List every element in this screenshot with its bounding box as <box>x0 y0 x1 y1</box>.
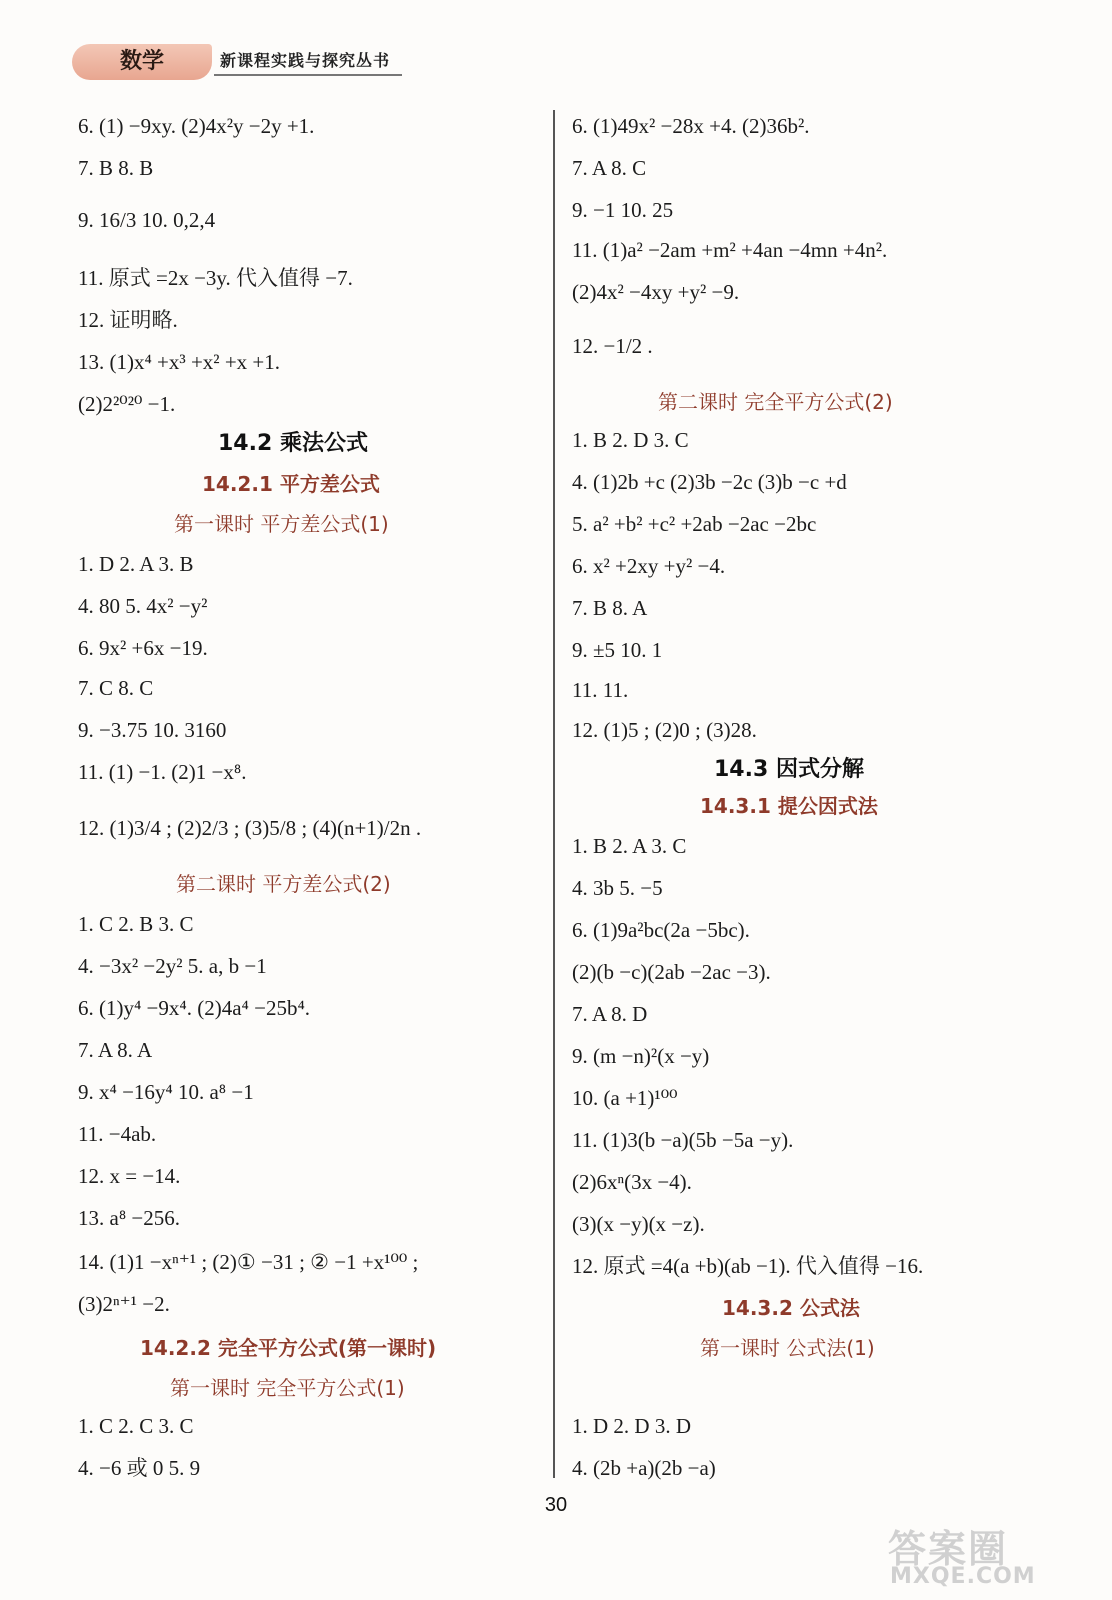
answer-line: 7. A 8. C <box>572 156 647 180</box>
answer-line: 12. x = −14. <box>78 1164 181 1188</box>
watermark-logo <box>888 1518 1088 1592</box>
answer-line: 12. (1)5 ; (2)0 ; (3)28. <box>572 718 757 742</box>
watermark-sub: MXQE.COM <box>890 1564 1036 1589</box>
series-title: 新课程实践与探究丛书 <box>220 51 391 70</box>
answer-line: 6. (1)49x² −28x +4. (2)36b². <box>572 114 810 138</box>
answer-line: 9. −3.75 10. 3160 <box>78 718 227 742</box>
answer-line: 9. 16/3 10. 0,2,4 <box>78 208 216 232</box>
page-header <box>72 44 402 82</box>
answer-line: 4. −3x² −2y² 5. a, b −1 <box>78 954 267 978</box>
section-heading: 14.2 乘法公式 <box>218 431 368 456</box>
section-heading: 14.3.1 提公因式法 <box>700 794 878 818</box>
answer-line: 12. 原式 =4(a +b)(ab −1). 代入值得 −16. <box>572 1254 924 1278</box>
answer-line: 6. (1)9a²bc(2a −5bc). <box>572 918 750 942</box>
answer-line: (2)4x² −4xy +y² −9. <box>572 280 740 304</box>
answer-line: 1. D 2. A 3. B <box>78 552 194 576</box>
answer-line: 14. (1)1 −xⁿ⁺¹ ; (2)① −31 ; ② −1 +x¹⁰⁰ ; <box>78 1250 419 1274</box>
watermark-main: 答案圈 <box>888 1527 1009 1571</box>
answer-line: 1. C 2. B 3. C <box>78 912 194 936</box>
section-heading: 第一课时 完全平方公式(1) <box>170 1376 405 1400</box>
answer-line: 6. (1)y⁴ −9x⁴. (2)4a⁴ −25b⁴. <box>78 996 311 1020</box>
answer-line: 12. 证明略. <box>78 308 178 332</box>
section-heading: 14.2.1 平方差公式 <box>202 472 380 496</box>
answer-line: 11. (1)a² −2am +m² +4an −4mn +4n². <box>572 238 888 262</box>
section-heading: 第二课时 平方差公式(2) <box>176 872 391 896</box>
section-heading: 第二课时 完全平方公式(2) <box>658 390 893 414</box>
answer-line: 1. B 2. D 3. C <box>572 428 689 452</box>
answer-line: 1. D 2. D 3. D <box>572 1414 691 1438</box>
answer-line: (2)6xⁿ(3x −4). <box>572 1170 692 1194</box>
answer-line: 9. ±5 10. 1 <box>572 638 663 662</box>
answer-line: (3)2ⁿ⁺¹ −2. <box>78 1292 170 1316</box>
section-heading: 第一课时 平方差公式(1) <box>174 512 389 536</box>
answer-line: 7. A 8. A <box>78 1038 153 1062</box>
answer-line: 1. B 2. A 3. C <box>572 834 687 858</box>
answer-line: 7. A 8. D <box>572 1002 648 1026</box>
answer-line: 9. −1 10. 25 <box>572 198 674 222</box>
page-number: 30 <box>544 1494 568 1516</box>
answer-line: 6. 9x² +6x −19. <box>78 636 208 660</box>
answer-line: (2)2²⁰²⁰ −1. <box>78 392 176 416</box>
answer-line: 9. (m −n)²(x −y) <box>572 1044 710 1068</box>
answer-line: 12. −1/2 . <box>572 334 653 358</box>
answer-line: 11. 11. <box>572 678 629 702</box>
answer-line: 11. (1) −1. (2)1 −x⁸. <box>78 760 247 784</box>
answer-line: 1. C 2. C 3. C <box>78 1414 194 1438</box>
answer-line: 13. a⁸ −256. <box>78 1206 180 1230</box>
answer-line: 11. −4ab. <box>78 1122 157 1146</box>
subject-tab: 数学 <box>72 44 212 80</box>
answer-line: (3)(x −y)(x −z). <box>572 1212 705 1236</box>
answer-line: 4. (2b +a)(2b −a) <box>572 1456 716 1480</box>
answer-line: 11. (1)3(b −a)(5b −5a −y). <box>572 1128 794 1152</box>
answer-line: (2)(b −c)(2ab −2ac −3). <box>572 960 771 984</box>
answer-line: 7. C 8. C <box>78 676 154 700</box>
section-heading: 14.2.2 完全平方公式(第一课时) <box>140 1336 437 1360</box>
answer-line: 11. 原式 =2x −3y. 代入值得 −7. <box>78 266 353 290</box>
answer-line: 4. −6 或 0 5. 9 <box>78 1456 201 1480</box>
answer-line: 6. x² +2xy +y² −4. <box>572 554 726 578</box>
section-heading: 第一课时 公式法(1) <box>700 1336 875 1360</box>
header-underline <box>214 74 402 76</box>
section-heading: 14.3.2 公式法 <box>722 1296 860 1320</box>
section-heading: 14.3 因式分解 <box>714 757 864 782</box>
answer-line: 4. 80 5. 4x² −y² <box>78 594 208 618</box>
answer-line: 4. (1)2b +c (2)3b −2c (3)b −c +d <box>572 470 847 494</box>
answer-line: 10. (a +1)¹⁰⁰ <box>572 1086 678 1110</box>
answer-line: 12. (1)3/4 ; (2)2/3 ; (3)5/8 ; (4)(n+1)/2n . <box>78 816 422 840</box>
answer-line: 7. B 8. B <box>78 156 154 180</box>
column-divider <box>553 110 555 1478</box>
answer-line: 9. x⁴ −16y⁴ 10. a⁸ −1 <box>78 1080 254 1104</box>
answer-line: 5. a² +b² +c² +2ab −2ac −2bc <box>572 512 817 536</box>
answer-line: 13. (1)x⁴ +x³ +x² +x +1. <box>78 350 281 374</box>
answer-line: 4. 3b 5. −5 <box>572 876 663 900</box>
answer-line: 7. B 8. A <box>572 596 648 620</box>
answer-line: 6. (1) −9xy. (2)4x²y −2y +1. <box>78 114 315 138</box>
